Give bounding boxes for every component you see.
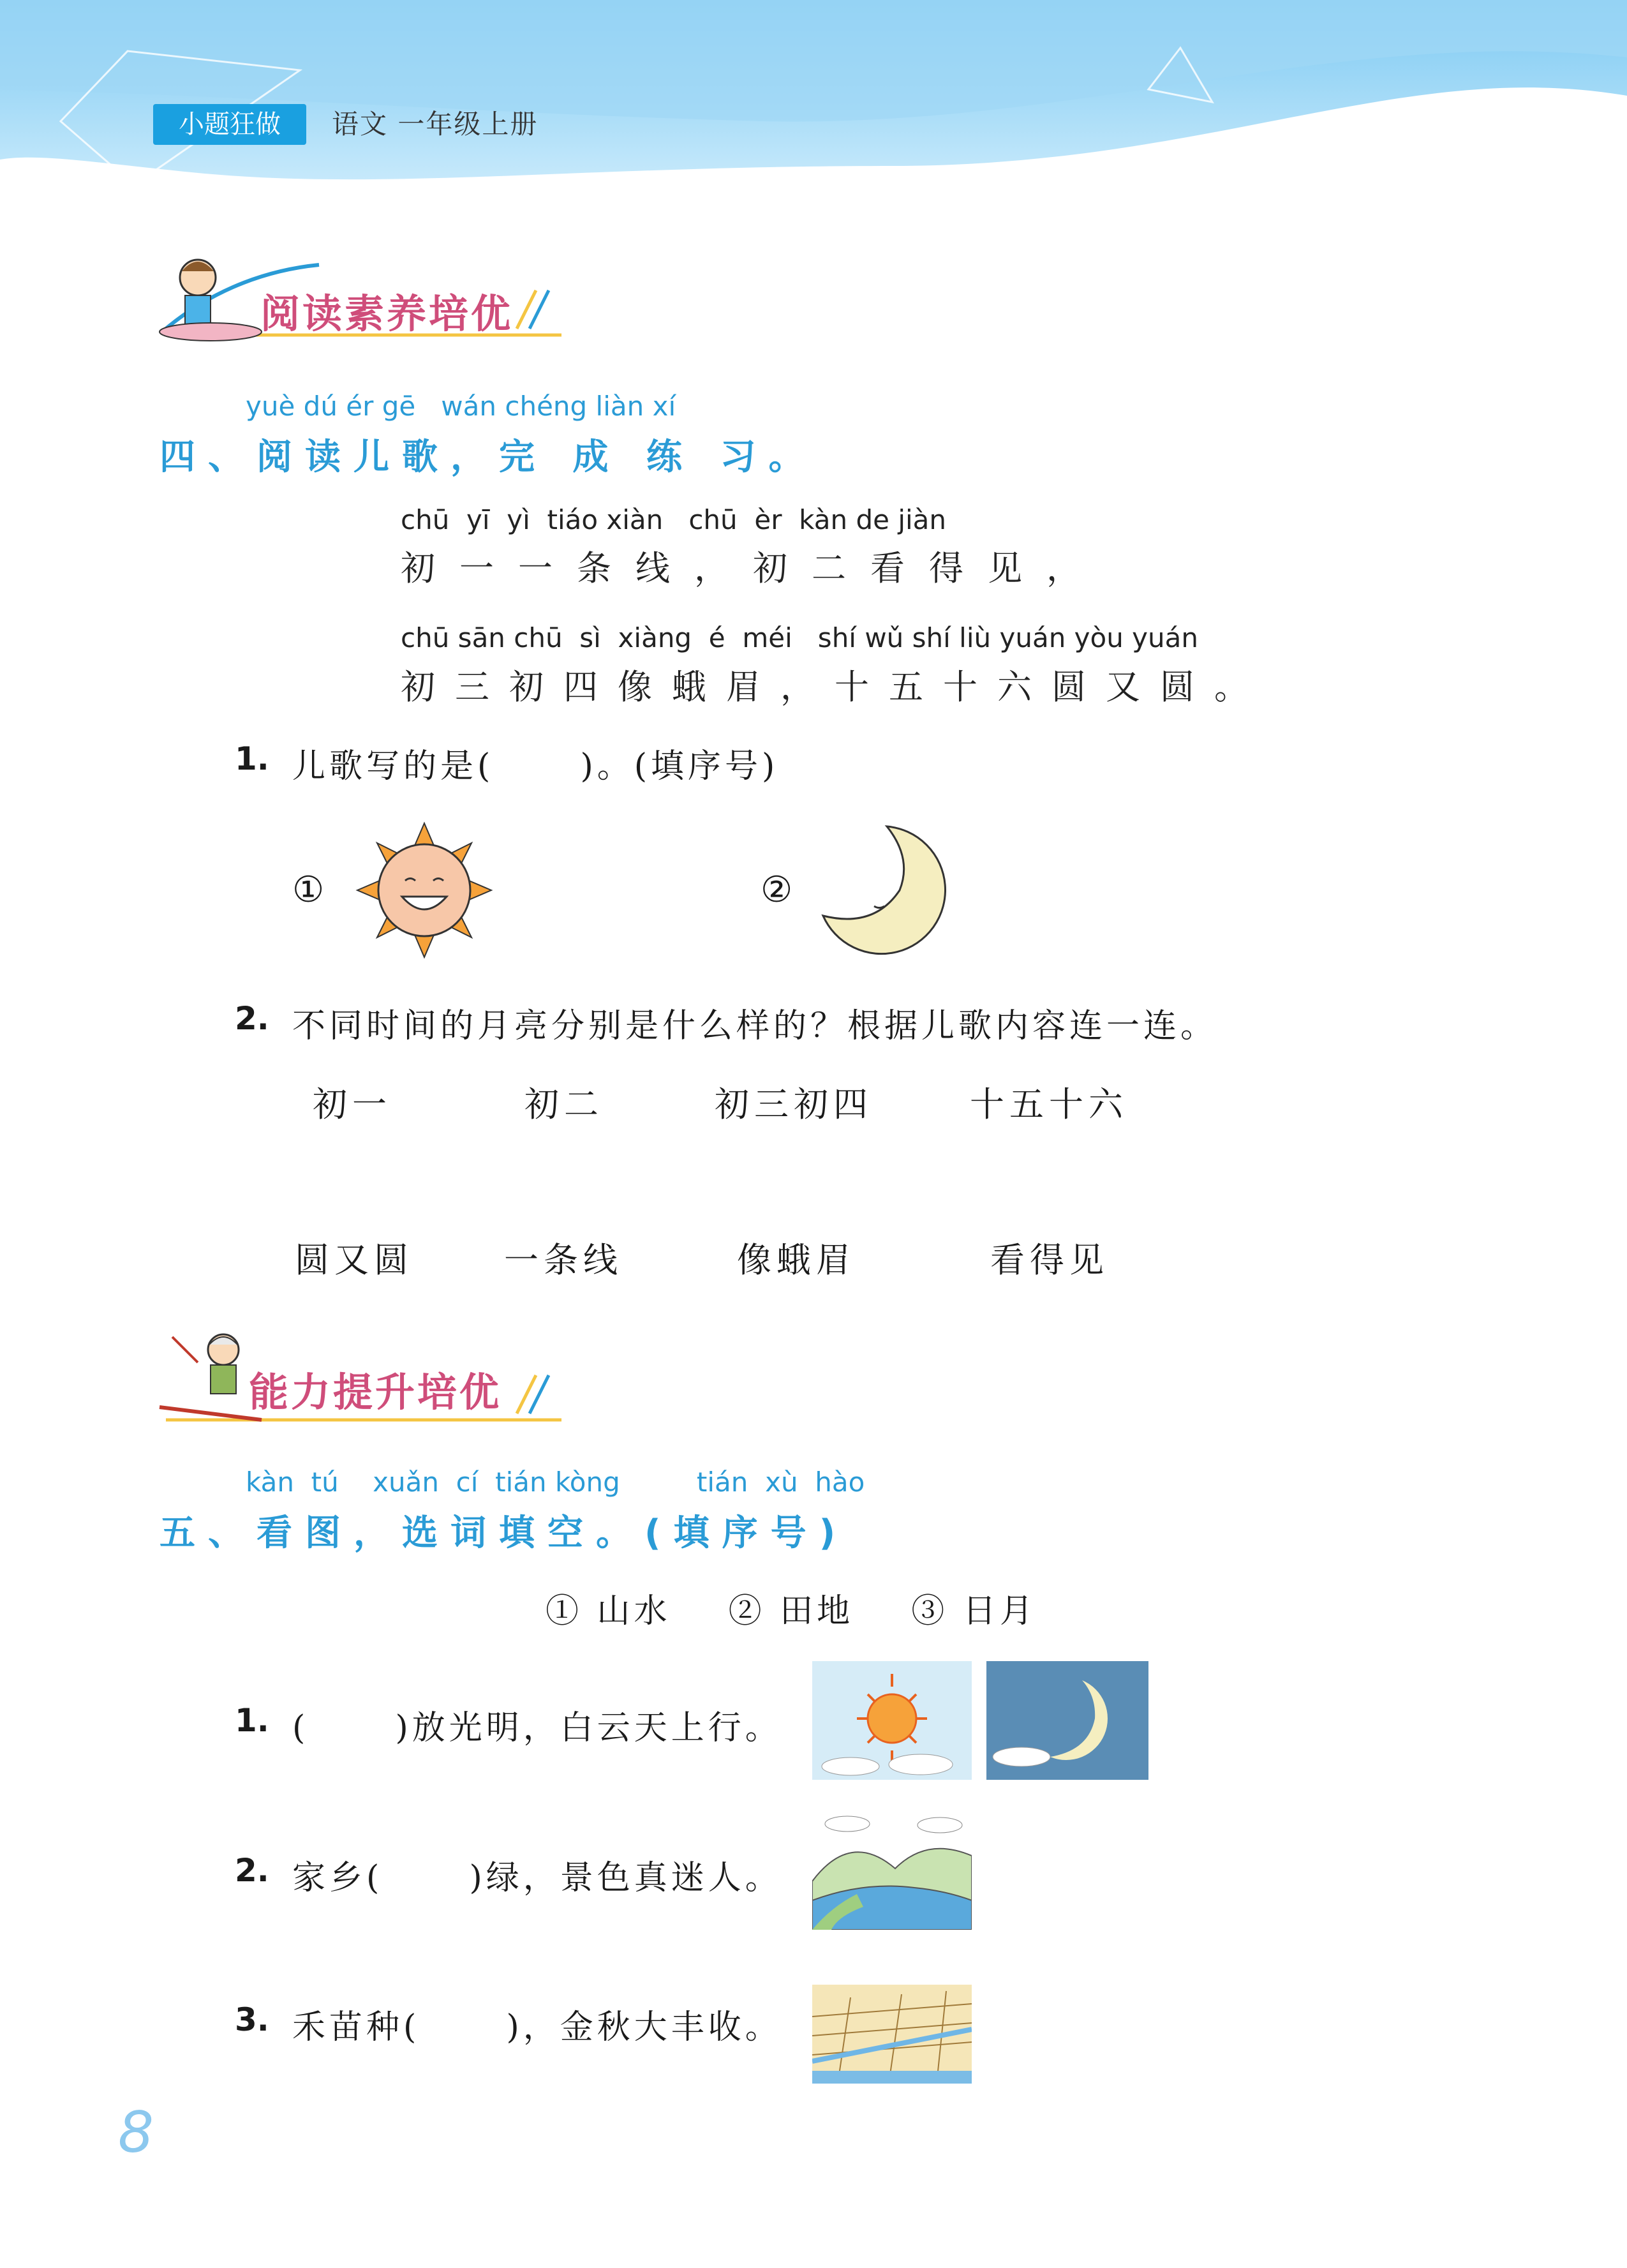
option-1-marker: ① — [292, 869, 325, 911]
fields-picture — [812, 1985, 972, 2084]
mountain-river-picture — [812, 1811, 972, 1930]
moon-night-picture — [986, 1661, 1148, 1780]
subject-grade: 语文 一年级上册 — [332, 108, 539, 140]
match-top-3: 初三初四 — [715, 1084, 873, 1124]
match-bottom-1: 圆又圆 — [295, 1240, 413, 1280]
book-series-tag: 小题狂做 — [153, 104, 306, 145]
q5-options: ① 山水 ② 田地 ③ 日月 — [546, 1592, 1037, 1630]
q5-2-number: 2. — [235, 1852, 269, 1889]
poem-line2: 初三初四像蛾眉，十五十六圆又圆。 — [401, 667, 1268, 707]
q5-3-text: 禾苗种( )，金秋大丰收。 — [292, 2008, 782, 2047]
ability-section-title: 能力提升培优 — [249, 1369, 502, 1415]
page-number: 8 — [118, 2100, 154, 2165]
reading-section-title: 阅读素养培优 — [260, 290, 514, 337]
header-wave — [0, 0, 1627, 204]
q4-pinyin: yuè dú ér gē wán chéng liàn xí — [246, 391, 676, 422]
match-top-2: 初二 — [524, 1084, 604, 1124]
q5-2-text: 家乡( )绿，景色真迷人。 — [292, 1859, 782, 1897]
q5-1-text: ( )放光明，白云天上行。 — [292, 1709, 782, 1747]
q5-1-number: 1. — [235, 1702, 269, 1739]
match-bottom-3: 像蛾眉 — [737, 1240, 856, 1280]
sun-clouds-picture — [812, 1661, 972, 1780]
q5-title: 五、看图，选词填空。(填序号) — [160, 1512, 849, 1554]
q4-1-text: 儿歌写的是( )。(填序号) — [292, 747, 779, 786]
match-top-1: 初一 — [313, 1084, 392, 1124]
sun-icon — [354, 820, 494, 960]
q4-1-number: 1. — [235, 740, 269, 777]
q4-2-number: 2. — [235, 1000, 269, 1037]
q5-3-number: 3. — [235, 2001, 269, 2038]
match-bottom-4: 看得见 — [990, 1240, 1109, 1280]
crescent-moon-icon — [810, 820, 951, 960]
q4-2-text: 不同时间的月亮分别是什么样的？根据儿歌内容连一连。 — [292, 1007, 1218, 1045]
match-bottom-2: 一条线 — [504, 1240, 623, 1280]
match-top-4: 十五十六 — [970, 1084, 1128, 1124]
poem-line2-pinyin: chū sān chū sì xiàng é méi shí wǔ shí liù yuán yòu yuán — [401, 622, 1199, 653]
option-2-marker: ② — [761, 869, 793, 911]
poem-line1: 初一一条线，初二看得见， — [401, 548, 1105, 588]
q5-pinyin: kàn tú xuǎn cí tián kòng tián xù hào — [246, 1466, 865, 1498]
poem-line1-pinyin: chū yī yì tiáo xiàn chū èr kàn de jiàn — [401, 504, 947, 535]
q4-title: 四、阅读儿歌，完 成 练 习。 — [160, 436, 817, 478]
